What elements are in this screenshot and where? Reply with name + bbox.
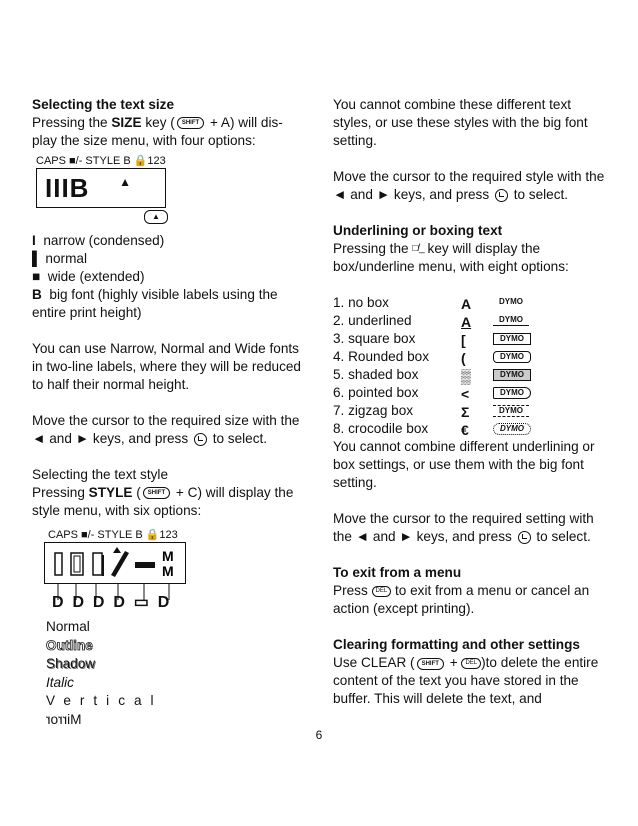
svg-text:M: M — [162, 563, 174, 579]
style-lcd-display — [44, 528, 189, 614]
size-glyphs: IIIB — [45, 173, 90, 203]
del-key-icon: DEL — [461, 658, 481, 669]
no-box-icon: A — [461, 296, 472, 313]
shift-key-icon: SHIFT — [417, 658, 444, 670]
page-number: 6 — [315, 728, 323, 742]
style-italic: Italic — [46, 674, 74, 690]
wide-icon: ■ — [32, 269, 41, 284]
style-vertical: Vertical — [46, 693, 163, 708]
setting-move-paragraph: Move the cursor to the required setting with the ◄ and ► keys, and press to select. — [333, 511, 594, 545]
style-outline: Outline — [46, 637, 93, 653]
style-list — [46, 618, 163, 729]
lcd-screen — [36, 168, 166, 208]
size-option-normal: ▌ normal — [32, 251, 87, 266]
underline-option: 3. square box [ DYMO — [333, 330, 605, 348]
dymo-sample: DYMO — [493, 387, 531, 399]
dymo-sample: DYMO — [493, 315, 529, 326]
shaded-box-icon: ▒ — [461, 368, 471, 385]
underline-option: 4. Rounded box ( DYMO — [333, 348, 605, 366]
menu-key-icon: ▲ — [144, 210, 168, 224]
rounded-box-icon: ( — [461, 350, 466, 367]
box-underline-key-icon: □/_ — [412, 243, 424, 255]
normal-icon: ▌ — [32, 251, 42, 266]
style-normal: Normal — [46, 619, 90, 634]
shift-key-icon: SHIFT — [143, 487, 170, 499]
lcd-label: CAPS ■/- STYLE B 🔒123 — [48, 529, 178, 541]
clear-paragraph: Use CLEAR ( SHIFT + DEL )to delete the entire content of the text you have stored in the buffer. This will delete the text, and — [333, 655, 599, 707]
dymo-sample: DYMO — [493, 405, 529, 417]
del-key-icon: DEL — [372, 586, 392, 597]
style-shadow: Shadow — [46, 656, 96, 671]
narrow-icon: I — [32, 233, 36, 248]
size-move-paragraph: Move the cursor to the required size with the ◄ and ► keys, and press to select. — [32, 413, 300, 446]
ok-key-icon — [194, 433, 207, 446]
style-icons — [45, 543, 183, 581]
underline-option: 6. pointed box < DYMO — [333, 384, 605, 402]
size-heading: Selecting the text size — [32, 97, 175, 112]
style-move-paragraph: Move the cursor to the required style with the ◄ and ► keys, and press to select. — [333, 169, 605, 202]
size-intro: Pressing the SIZE key ( SHIFT + A) will dis-play the size menu, with four options: — [32, 115, 283, 148]
clear-heading: Clearing formatting and other settings — [333, 637, 580, 653]
lcd-screen — [44, 542, 186, 584]
underline-option: 7. zigzag box Σ DYMO — [333, 402, 605, 420]
ok-key-icon — [518, 531, 531, 544]
underline-option: 8. crocodile box € DYMO — [333, 420, 605, 438]
size-options — [32, 232, 302, 520]
style-mirror: Mirror — [46, 711, 82, 727]
style-heading: Selecting the text style — [32, 467, 169, 482]
shift-key-icon: SHIFT — [177, 117, 204, 129]
underline-option: 1. no box A DYMO — [333, 294, 605, 312]
square-box-icon: [ — [461, 332, 466, 349]
underline-intro: Pressing the □/_ key will display the box/underline menu, with eight options: — [333, 241, 569, 275]
svg-text:M: M — [162, 548, 174, 564]
lcd-label: CAPS ■/- STYLE B 🔒123 — [36, 155, 166, 167]
underlined-icon: A — [461, 314, 472, 331]
zigzag-box-icon: Σ — [461, 404, 470, 421]
exit-paragraph: Press DEL to exit from a menu or cancel an action (except printing). — [333, 583, 590, 617]
size-option-big: B big font (highly visible labels using the entire print height) — [32, 287, 278, 320]
size-option-narrow: I narrow (condensed) — [32, 233, 165, 248]
dymo-sample: DYMO — [493, 351, 531, 363]
combine2-paragraph: You cannot combine different underlining or box settings, or use them with the big font setting. — [333, 439, 595, 491]
style-samples: D D D D ▭ D — [52, 594, 170, 611]
combine-paragraph: You cannot combine these different text styles, or use these styles with the big font setting. — [333, 97, 588, 148]
dymo-sample: DYMO — [499, 297, 523, 307]
pointed-box-icon: < — [461, 386, 470, 403]
style-intro: Pressing STYLE ( SHIFT + C) will display the style menu, with six options: — [32, 485, 294, 518]
ok-key-icon — [495, 189, 508, 202]
size-option-wide: ■ wide (extended) — [32, 269, 145, 284]
left-column — [32, 96, 302, 150]
dymo-sample: DYMO — [493, 423, 531, 435]
right-column — [333, 96, 605, 708]
size-lcd-display — [32, 154, 172, 222]
exit-heading: To exit from a menu — [333, 565, 462, 581]
dymo-sample: DYMO — [493, 369, 531, 381]
dymo-sample: DYMO — [493, 333, 531, 345]
underline-option: 5. shaded box ▒ DYMO — [333, 366, 605, 384]
underline-heading: Underlining or boxing text — [333, 223, 503, 238]
crocodile-box-icon: € — [461, 422, 469, 439]
cursor-arrow-icon: ▲ — [119, 175, 131, 189]
underline-option: 2. underlined A DYMO — [333, 312, 605, 330]
fonts-paragraph: You can use Narrow, Normal and Wide fonts in two-line labels, where they will be reduced to half their normal height. — [32, 341, 301, 392]
